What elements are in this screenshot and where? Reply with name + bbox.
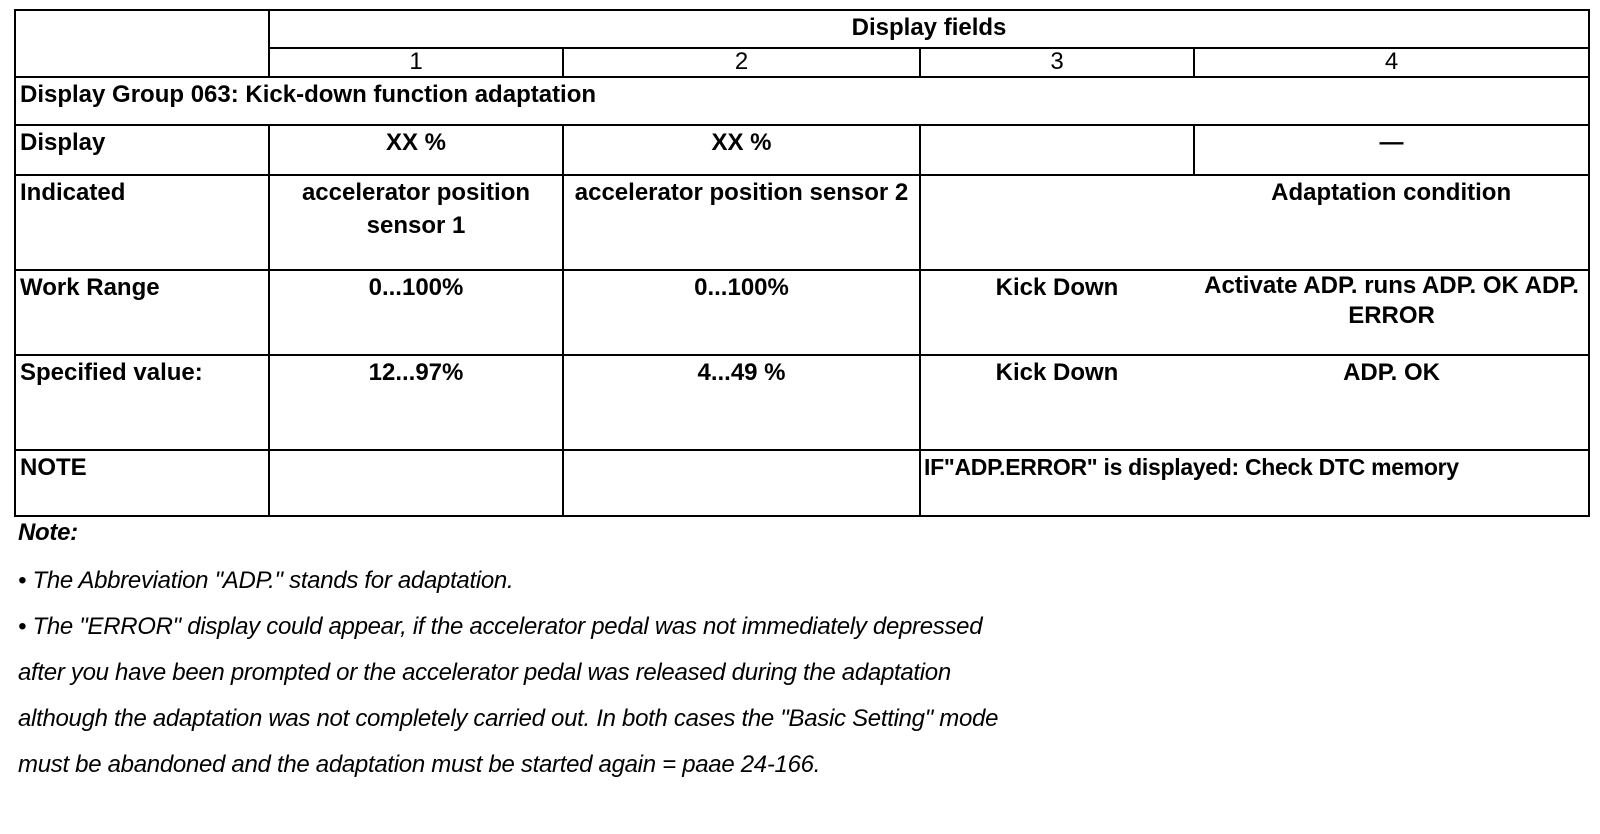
row-work-range xyxy=(15,270,1589,355)
group-title: Display Group 063: Kick-down function adaptation xyxy=(15,77,1589,125)
header-empty-cell xyxy=(15,10,269,77)
indicated-field-2: accelerator position sensor 2 xyxy=(563,175,920,270)
header-row-display-fields xyxy=(15,10,1589,48)
note-item-error-line-1: • The "ERROR" display could appear, if the accelerator pedal was not immediately depressed xyxy=(18,613,983,640)
row-label-work-range: Work Range xyxy=(15,270,269,355)
row-label-note: NOTE xyxy=(15,450,269,516)
row-specified-value xyxy=(15,355,1589,450)
indicated-field-3-4 xyxy=(920,175,1589,270)
indicated-field-1: accelerator position sensor 1 xyxy=(269,175,563,270)
note-item-error-line-4: must be abandoned and the adaptation must be started again = paae 24-166. xyxy=(18,751,821,778)
work-range-field-3: Kick Down xyxy=(920,270,1194,355)
display-fields-header: Display fields xyxy=(269,10,1589,48)
note-item-error-line-3: although the adaptation was not completely carried out. In both cases the "Basic Setting" mode xyxy=(18,705,999,732)
note-field-2 xyxy=(563,450,920,516)
notes-title: Note: xyxy=(18,519,78,546)
specified-field-3: Kick Down xyxy=(920,355,1194,450)
field-number-4: 4 xyxy=(1194,48,1589,77)
row-indicated xyxy=(15,175,1589,270)
field-number-2: 2 xyxy=(563,48,920,77)
group-title-row xyxy=(15,77,1589,125)
work-range-field-4: Activate ADP. runs ADP. OK ADP. ERROR xyxy=(1194,270,1589,355)
adaptation-condition-text: Adaptation condition xyxy=(1271,179,1512,206)
field-number-3: 3 xyxy=(920,48,1194,77)
specified-field-2: 4...49 % xyxy=(563,355,920,450)
field-number-1: 1 xyxy=(269,48,563,77)
work-range-field-1: 0...100% xyxy=(269,270,563,355)
display-field-4: — xyxy=(1194,125,1589,175)
notes-section xyxy=(18,518,998,796)
row-display xyxy=(15,125,1589,175)
note-item-abbreviation: • The Abbreviation "ADP." stands for adaptation. xyxy=(18,567,514,594)
display-group-table xyxy=(14,9,1590,517)
row-label-indicated: Indicated xyxy=(15,175,269,270)
specified-field-4: ADP. OK xyxy=(1194,355,1589,450)
row-label-display: Display xyxy=(15,125,269,175)
row-note xyxy=(15,450,1589,516)
note-field-3-4: IF"ADP.ERROR" is displayed: Check DTC memory xyxy=(920,450,1589,516)
row-label-specified-value: Specified value: xyxy=(15,355,269,450)
note-field-1 xyxy=(269,450,563,516)
note-item-error-line-2: after you have been prompted or the accelerator pedal was released during the adaptation xyxy=(18,659,951,686)
display-field-3 xyxy=(920,125,1194,175)
work-range-field-2: 0...100% xyxy=(563,270,920,355)
display-field-2: XX % xyxy=(563,125,920,175)
display-field-1: XX % xyxy=(269,125,563,175)
specified-field-1: 12...97% xyxy=(269,355,563,450)
